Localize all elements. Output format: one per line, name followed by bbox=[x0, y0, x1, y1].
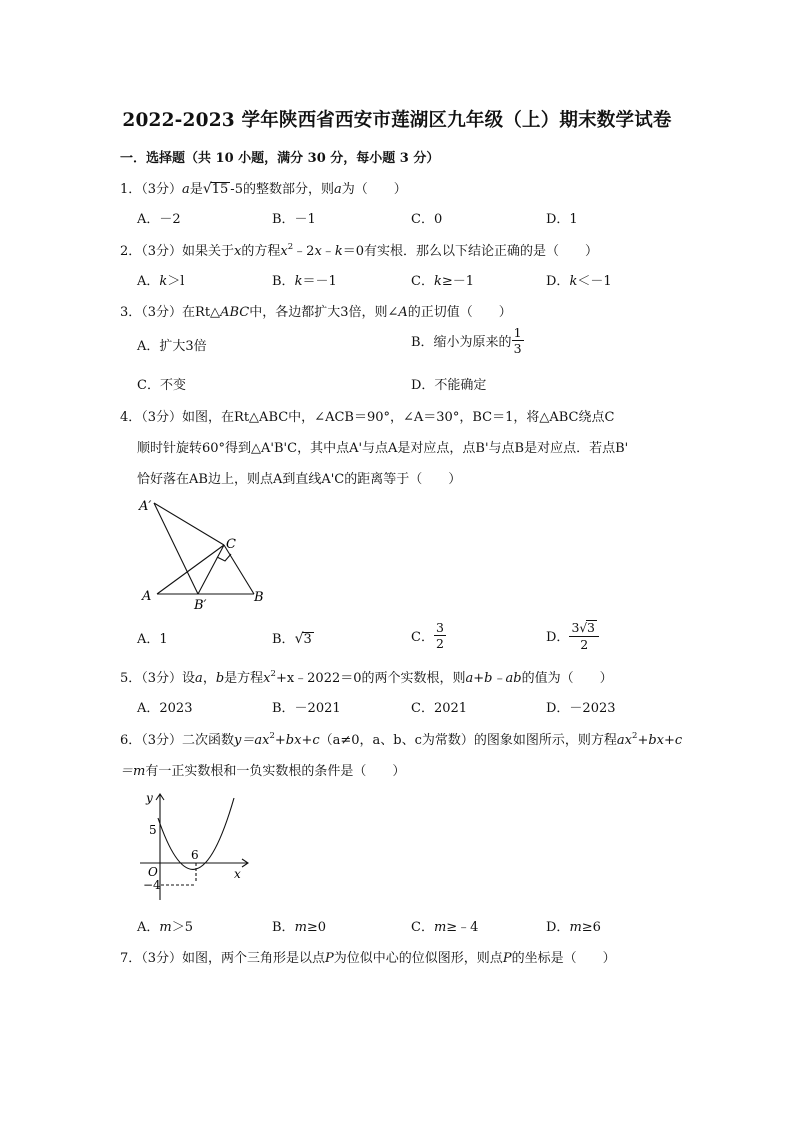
q2-eq-minus: ﹣ bbox=[321, 244, 335, 259]
q2-option-b-rest: ＝－1 bbox=[302, 274, 337, 289]
edge-c-b bbox=[224, 545, 254, 594]
q6-exp1: 2 bbox=[269, 731, 275, 741]
q2-option-a-letter: A． bbox=[137, 274, 160, 289]
q6-g1: ax bbox=[616, 733, 633, 748]
q7-p1: P bbox=[325, 951, 334, 966]
q6-option-c bbox=[411, 916, 478, 935]
q2-var-x: x bbox=[234, 244, 242, 259]
q6-option-c-rest: ≥﹣4 bbox=[446, 920, 479, 935]
q2-option-c-rest: ≥－1 bbox=[441, 274, 475, 289]
label-origin: O bbox=[148, 865, 158, 879]
q4-option-d-fraction bbox=[569, 620, 599, 651]
q4-c-den: 2 bbox=[435, 636, 444, 651]
q4-triangle-figure bbox=[130, 493, 275, 615]
q4-d-den: 2 bbox=[580, 637, 589, 652]
q4-option-a: A．1 bbox=[137, 632, 168, 647]
q2-option-b-var: k bbox=[294, 274, 303, 289]
q6-parabola-figure bbox=[138, 788, 250, 903]
q3-abc: ABC bbox=[220, 305, 250, 320]
q2-option-d-rest: ＜－1 bbox=[577, 274, 612, 289]
q5-text-3: 的值为（ ） bbox=[521, 671, 613, 686]
q6-option-b bbox=[272, 916, 326, 935]
sqrt-sign-icon: √ bbox=[579, 621, 588, 635]
q3-option-d: D．不能确定 bbox=[411, 378, 487, 393]
q6-line-2 bbox=[120, 760, 405, 779]
exam-title: 2022-2023 学年陕西省西安市莲湖区九年级（上）期末数学试卷 bbox=[122, 110, 672, 131]
q7-p2: P bbox=[502, 951, 512, 966]
q1-var-a2: a bbox=[333, 182, 342, 197]
q5-expr: a+b﹣ab bbox=[465, 671, 522, 686]
label-c: C bbox=[226, 537, 236, 552]
q4-option-b-letter: B． bbox=[272, 632, 295, 647]
question-5 bbox=[120, 667, 613, 686]
q1-option-b: B．－1 bbox=[272, 212, 316, 227]
q2-option-c-letter: C． bbox=[411, 274, 434, 289]
q3-frac-num: 1 bbox=[513, 325, 522, 340]
label-x: x bbox=[234, 867, 241, 881]
q5-comma: ， bbox=[202, 671, 216, 686]
q2-option-a-var: k bbox=[159, 274, 168, 289]
label-neg-four: −4 bbox=[143, 878, 161, 892]
sqrt-sign-icon: √ bbox=[294, 631, 304, 647]
q5-number: 5．（3分）设 bbox=[120, 671, 196, 686]
edge-c-b-prime bbox=[198, 545, 224, 594]
q6-option-b-letter: B． bbox=[272, 920, 295, 935]
q2-option-b bbox=[272, 270, 337, 289]
q6-option-b-var: m bbox=[294, 920, 307, 935]
q1-number: 1．（3分） bbox=[120, 182, 183, 197]
q6-f2: +bx+c bbox=[274, 733, 320, 748]
q1-option-a: A．－2 bbox=[137, 212, 181, 227]
q7-text-1: 为位似中心的位似图形，则点 bbox=[333, 951, 503, 966]
q3-option-a: A．扩大3倍 bbox=[137, 339, 207, 354]
q4-option-d-letter: D． bbox=[546, 630, 570, 645]
q6-option-a-letter: A． bbox=[137, 920, 160, 935]
q2-option-c-var: k bbox=[433, 274, 442, 289]
q2-eq-x2: x bbox=[314, 244, 322, 259]
q6-line2-text: 有一正实数根和一负实数根的条件是（ ） bbox=[145, 764, 406, 779]
label-b: B bbox=[254, 590, 264, 605]
q4-d-radicand: 3 bbox=[587, 620, 595, 635]
q4-option-c-letter: C． bbox=[411, 630, 434, 645]
q6-option-a bbox=[137, 916, 193, 935]
q3-option-b-text: B．缩小为原来的 bbox=[411, 335, 512, 350]
q5-b: b bbox=[215, 671, 225, 686]
label-a-prime: A′ bbox=[139, 499, 152, 514]
q5-text-2: +x﹣2022＝0的两个实数根，则 bbox=[275, 671, 466, 686]
q2-option-a bbox=[137, 270, 184, 289]
q6-option-d bbox=[546, 916, 601, 935]
q5-x: x bbox=[263, 671, 271, 686]
q2-option-b-letter: B． bbox=[272, 274, 295, 289]
q3-option-b-fraction bbox=[512, 326, 524, 355]
q2-eq-exp: 2 bbox=[287, 242, 294, 252]
q5-option-c: C．2021 bbox=[411, 701, 468, 716]
q6-f1: y＝ax bbox=[234, 733, 270, 748]
q6-option-d-rest: ≥6 bbox=[581, 920, 601, 935]
q4-option-b bbox=[272, 628, 314, 647]
q1-radicand: 15 bbox=[211, 182, 229, 197]
edge-a-c bbox=[157, 545, 224, 594]
q2-text-2: ＝0有实根．那么以下结论正确的是（ ） bbox=[342, 244, 598, 259]
q2-eq-x: x bbox=[280, 244, 288, 259]
question-3 bbox=[120, 301, 512, 320]
q5-option-b: B．－2021 bbox=[272, 701, 341, 716]
q4-line-1: 4．（3分）如图，在Rt△ABC中，∠ACB＝90°，∠A＝30°，BC＝1，将△ABC绕点C bbox=[120, 410, 615, 425]
q4-d-num bbox=[569, 620, 599, 637]
q4-d-coef: 3 bbox=[571, 620, 580, 635]
q6-option-d-var: m bbox=[569, 920, 582, 935]
section-heading: 一．选择题（共 10 小题，满分 30 分，每小题 3 分） bbox=[120, 151, 440, 166]
q6-option-c-var: m bbox=[433, 920, 447, 935]
q3-text-2: 的正切值（ ） bbox=[407, 305, 512, 320]
q1-option-c: C．0 bbox=[411, 212, 443, 227]
q3-text-1: 中，各边都扩大3倍，则∠ bbox=[249, 305, 399, 320]
q1-text-2: -5的整数部分，则 bbox=[230, 182, 334, 197]
label-b-prime: B′ bbox=[194, 598, 207, 613]
q4-option-d bbox=[546, 620, 599, 651]
q7-number: 7．（3分）如图，两个三角形是以点 bbox=[120, 951, 326, 966]
q2-option-a-rest: ＞l bbox=[167, 274, 185, 289]
q6-exp2: 2 bbox=[632, 731, 638, 741]
q2-eq-mid: ﹣2 bbox=[293, 244, 315, 259]
q5-option-a: A．2023 bbox=[137, 701, 193, 716]
question-7 bbox=[120, 947, 616, 966]
q6-option-a-var: m bbox=[159, 920, 172, 935]
q5-option-d: D．－2023 bbox=[546, 701, 616, 716]
q6-option-d-letter: D． bbox=[546, 920, 570, 935]
q1-text-1: 是 bbox=[189, 182, 203, 197]
q2-eq-k: k bbox=[334, 244, 343, 259]
q4-option-b-radicand: 3 bbox=[303, 632, 312, 647]
q6-line2-m: ＝m bbox=[120, 764, 146, 779]
q6-option-b-rest: ≥0 bbox=[306, 920, 327, 935]
q3-frac-den: 3 bbox=[513, 341, 522, 356]
q2-option-d bbox=[546, 270, 612, 289]
q3-a: A bbox=[398, 305, 408, 320]
q4-c-num: 3 bbox=[435, 620, 444, 635]
q3-option-c: C．不变 bbox=[137, 378, 186, 393]
q2-text-1: 的方程 bbox=[241, 244, 281, 259]
q5-exp: 2 bbox=[270, 669, 276, 679]
question-6 bbox=[120, 729, 682, 748]
label-five: 5 bbox=[149, 823, 157, 837]
question-2 bbox=[120, 240, 598, 259]
q4-line-3: 恰好落在AB边上，则点A到直线A'C的距离等于（ ） bbox=[137, 472, 462, 487]
q6-g2: +bx+c bbox=[637, 733, 683, 748]
q2-number: 2．（3分）如果关于 bbox=[120, 244, 235, 259]
label-y: y bbox=[146, 791, 153, 805]
q2-option-d-var: k bbox=[569, 274, 578, 289]
q1-text-3: 为（ ） bbox=[341, 182, 407, 197]
q3-option-b bbox=[411, 326, 524, 355]
q6-text-1: （a≠0，a、b、c为常数）的图象如图所示，则方程 bbox=[319, 733, 617, 748]
q6-option-c-letter: C． bbox=[411, 920, 434, 935]
label-six: 6 bbox=[191, 848, 199, 862]
q2-option-c bbox=[411, 270, 474, 289]
label-a: A bbox=[142, 589, 152, 604]
q3-number: 3．（3分）在Rt△ bbox=[120, 305, 221, 320]
q1-var-a: a bbox=[182, 182, 190, 197]
question-1 bbox=[120, 178, 407, 197]
q1-option-d: D．1 bbox=[546, 212, 578, 227]
q4-line-2: 顺时针旋转60°得到△A'B'C，其中点A'与点A是对应点，点B'与点B是对应点．若点B' bbox=[137, 441, 629, 456]
sqrt-sign-icon: √ bbox=[202, 181, 212, 197]
q6-option-a-rest: ＞5 bbox=[171, 920, 193, 935]
q6-number: 6．（3分）二次函数 bbox=[120, 733, 235, 748]
q4-option-c bbox=[411, 621, 446, 650]
q2-option-d-letter: D． bbox=[546, 274, 570, 289]
q5-a: a bbox=[195, 671, 203, 686]
q5-text-1: 是方程 bbox=[224, 671, 264, 686]
q4-option-c-fraction bbox=[434, 621, 446, 650]
q7-text-2: 的坐标是（ ） bbox=[511, 951, 616, 966]
